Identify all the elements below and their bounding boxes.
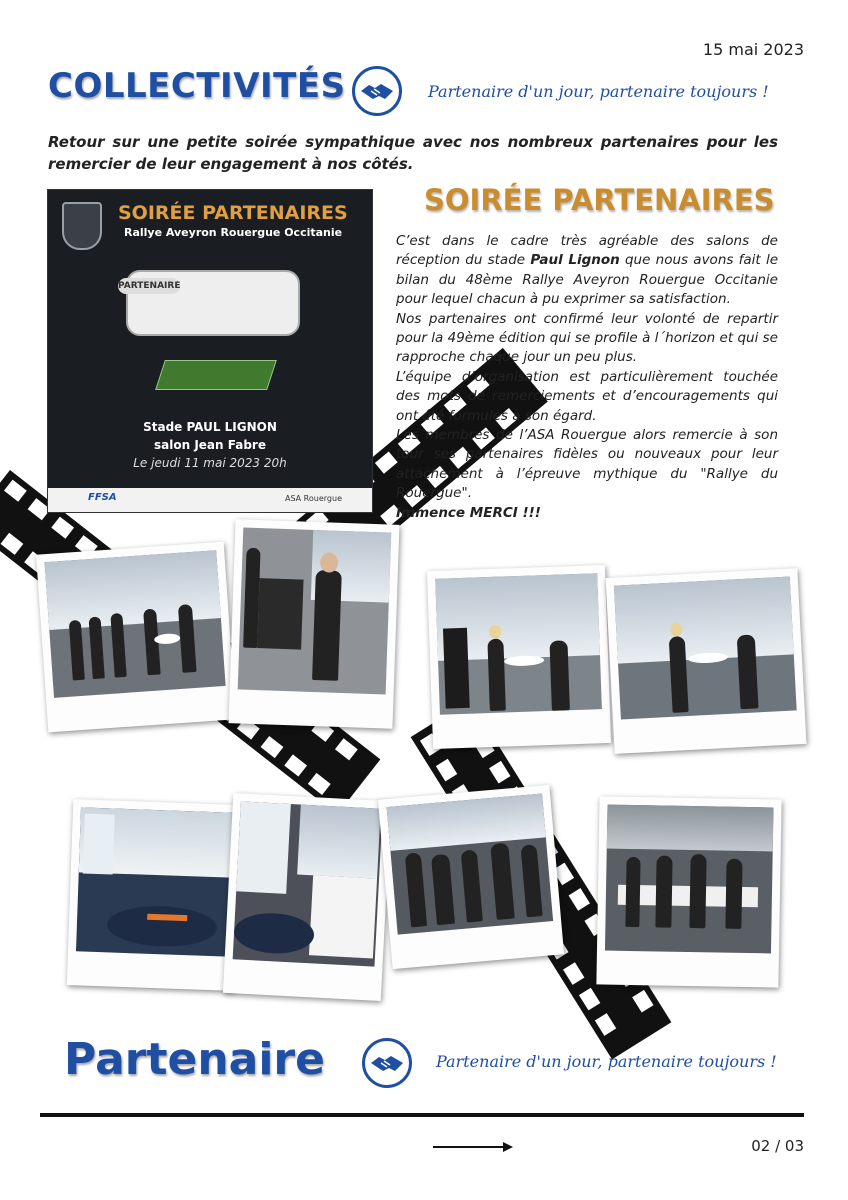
- article-closing: Immence MERCI !!!: [396, 504, 541, 521]
- article-paragraph: L’équipe d’organisation est particulièrement touchée des mots de remerciements et d’encouragements qui ont été formulés à son égard.: [396, 368, 778, 424]
- footer-divider: [40, 1113, 804, 1117]
- article-text: C’est dans le cadre très agréable des salons de réception du stade: [396, 233, 778, 269]
- event-photo: [36, 542, 236, 733]
- asa-logo: ASA Rouergue: [284, 494, 342, 503]
- arrow-right-icon-head: [503, 1142, 513, 1152]
- arrow-right-icon: [433, 1146, 507, 1148]
- event-photo: [67, 799, 241, 991]
- article-body: [396, 232, 778, 523]
- ffsa-logo: FFSA: [88, 492, 117, 503]
- footer-title: Partenaire: [64, 1034, 325, 1085]
- intro-text: Retour sur une petite soirée sympathique avec nos nombreux partenaires pour les remercier de leur engagement à nos côtés.: [48, 133, 778, 173]
- article-paragraph: Nos partenaires ont confirmé leur volonté de repartir pour la 49ème édition qui se profile à l´horizon et qui se rapproche chaque jour un peu plus.: [396, 310, 778, 366]
- poster-subtitle: Rallye Aveyron Rouergue Occitanie: [124, 226, 343, 239]
- rallye-logo: [62, 202, 102, 250]
- event-photo: [596, 796, 781, 987]
- event-photo: [223, 793, 391, 1001]
- section-title: COLLECTIVITÉS: [48, 66, 346, 106]
- article-paragraph: Les membres de l’ASA Rouergue alors remercie à son tour ses partenaires fidèles ou nouveaux pour leur attachement à l’épreuve mythique du "Rallye du Rouergue".: [396, 427, 778, 502]
- article-text: que nous avons fait le bilan du 48ème Rallye Aveyron Rouergue Occitanie pour lequel chacun à pu exprimer sa satisfaction.: [396, 252, 779, 308]
- article-title: SOIRÉE PARTENAIRES: [424, 183, 775, 217]
- poster-title: SOIRÉE PARTENAIRES: [118, 202, 348, 224]
- header-tagline: Partenaire d'un jour, partenaire toujours !: [428, 82, 769, 101]
- poster-salon: salon Jean Fabre: [154, 438, 266, 452]
- plate-tag: PARTENAIRE: [118, 278, 180, 294]
- handshake-icon: [352, 66, 402, 116]
- handshake-icon: [362, 1038, 412, 1088]
- footer-tagline: Partenaire d'un jour, partenaire toujours !: [436, 1052, 777, 1071]
- poster-date: Le jeudi 11 mai 2023 20h: [133, 456, 287, 470]
- event-poster: [48, 190, 372, 512]
- page-number: 02 / 03: [751, 1137, 804, 1155]
- stadium-image: [155, 360, 277, 390]
- article-bold: Paul Lignon: [530, 252, 620, 269]
- event-photo: [427, 565, 611, 749]
- event-photo: [606, 568, 807, 754]
- poster-stade: Stade PAUL LIGNON: [143, 420, 277, 434]
- event-photo: [228, 519, 399, 729]
- publication-date: 15 mai 2023: [702, 40, 804, 59]
- event-photo: [378, 785, 564, 969]
